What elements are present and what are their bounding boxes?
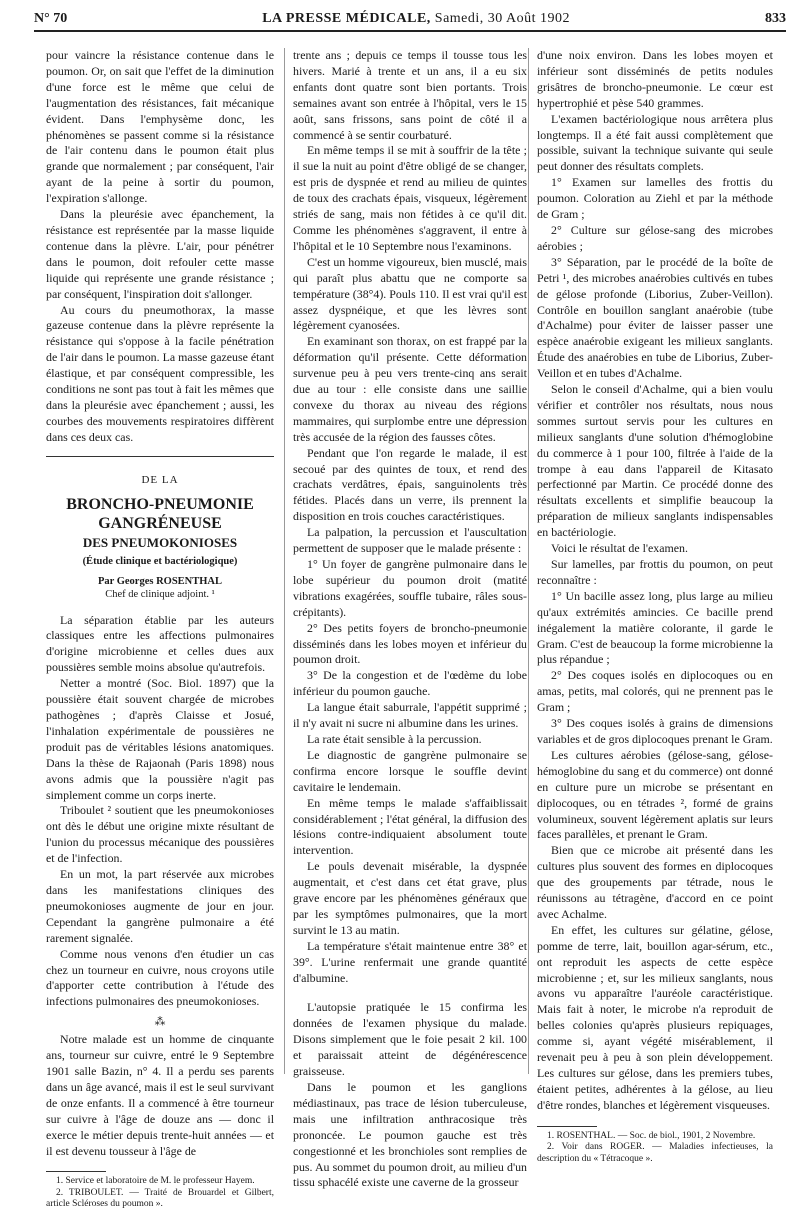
footnote: 2. TRIBOULET. — Traité de Brouardel et Gilbert, article Scléroses du poumon ». xyxy=(46,1187,274,1210)
paragraph: En examinant son thorax, on est frappé par la déformation qu'il présente. Cette déformation survenue peu à peu vers trente-cinq ans serait due au tour : elle consiste dans une saillie convexe du thorax au niveau des régions mammaires, qui surplombe entre une dépression très accusée de la région des fausses côtes. xyxy=(293,334,527,444)
paragraph: En même temps le malade s'affaiblissait considérablement ; l'état général, la diffusion des lésions contre-indiquaient absolument toute intervention. xyxy=(293,795,527,858)
paragraph: La rate était sensible à la percussion. xyxy=(307,731,482,746)
paragraph: Notre malade est un homme de cinquante ans, tourneur sur cuivre, entré le 9 Septembre 1901 salle Bazin, n° 4. Il a perdu ses parents dans un âge avancé, mais il est le seul survivant de onze enfants. Il a commencé à être tourneur sur cuivre à l'âge de douze ans — donc il exerce le métier depuis trente-huit années — et il est devenu tousseur à l'âge de xyxy=(46,1032,274,1158)
footnote-separator xyxy=(537,1126,597,1127)
spacer xyxy=(293,986,527,1000)
paragraph: 3° De la congestion et de l'œdème du lobe inférieur du poumon gauche. xyxy=(293,668,527,699)
paragraph: La palpation, la percussion et l'auscultation permettent de supposer que le malade présente : xyxy=(293,525,527,556)
issue-number: N° 70 xyxy=(34,11,68,26)
journal-name: LA PRESSE MÉDICALE, xyxy=(262,11,431,26)
paragraph: d'une noix environ. Dans les lobes moyen et inférieur sont disséminés de petits nodules grisâtres de broncho-pneumonie. Le cœur est hypertrophié et pèse 540 grammes. xyxy=(537,48,773,110)
article-title: BRONCHO-PNEUMONIE GANGRÉNEUSE xyxy=(66,495,254,532)
paragraph: L'examen bactériologique nous arrêtera plus longtemps. Il a été fait aussi complètement que possible, suivant la technique suivante qui seule peut donner des résultats complets. xyxy=(537,111,773,174)
paragraph: Triboulet ² soutient que les pneumokonioses ont dès le début une origine mixte résultant de l'union du processus mécanique des poussières et de l'infection. xyxy=(46,803,274,866)
paragraph: Bien que ce microbe ait présenté dans les cultures plus souvent des formes en diplocoques que des groupements par tétrade, nous le réunissons au tétragène, d'accord en ce point avec Achalme. xyxy=(537,843,773,921)
author-role: Chef de clinique adjoint. ¹ xyxy=(105,588,215,600)
article-author: Par Georges ROSENTHAL xyxy=(97,575,223,587)
paragraph: Comme nous venons d'en étudier un cas chez un tourneur en cuivre, nous croyons utile d'apporter cette contribution à l'étude des infections pulmonaires des pneumokonioses. xyxy=(46,946,274,1009)
page-number: 833 xyxy=(764,11,786,26)
paragraph: 3° Séparation, par le procédé de la boîte de Petri ¹, des microbes anaérobies cultivés en tubes de gélose profonde (Liborius, Zuber-Veillon). Contrôle en bouillon sanglant anaérobie (tube d'Achalme) pour éviter de laisser passer une espèce anaérobie exigeant les milieux sanglants. Étude des anaérobies en tube de Liborius, Zuber-Veillon et en tubes d'Achalme. xyxy=(537,254,773,381)
paragraph: Dans le poumon et les ganglions médiastinaux, pas trace de lésion tuberculeuse, mais une infiltration anthracosique très prononcée. Le poumon gauche est très congestionné et les bronchioles sont remplies de pus. Au sommet du poumon droit, au milieu d'un tissu sphacélé existe une caverne de la grosseur xyxy=(293,1080,527,1190)
paragraph: Dans la pleurésie avec épanchement, la résistance est représentée par la masse liquide contenue dans la plèvre. L'air, pour pénétrer dans le poumon, doit refouler cette masse liquide qui représente une grande résistance ; par conséquent, l'inspiration doit s'allonger. xyxy=(46,207,274,301)
paragraph: Le pouls devenait misérable, la dyspnée augmentait, et c'est dans cet état grave, plus grave encore par les phénomènes généraux que par les symptômes pulmonaires, que la mort survint le 13 au matin. xyxy=(293,859,527,937)
article-kicker: DE LA xyxy=(141,473,179,486)
paragraph: 2° Des petits foyers de broncho-pneumonie disséminés dans les lobes moyen et inférieur du poumon droit. xyxy=(293,620,527,667)
paragraph: Le diagnostic de gangrène pulmonaire se confirma encore lorsque le souffle devint cavitaire le lendemain. xyxy=(293,747,527,794)
paragraph: 1° Un foyer de gangrène pulmonaire dans le lobe supérieur du poumon droit (matité vibrations exagérées, souffle tubaire, râles sous-crépitants). xyxy=(293,557,527,619)
paragraph: Au cours du pneumothorax, la masse gazeuse contenue dans la plèvre représente la résistance qui s'oppose à la facile pénétration de l'air dans le poumon. La masse gazeuse étant élastique, et par conséquent compressible, les conditions ne sont pas tout à fait les mêmes que dans la pleurésie avec épanchement ; aussi, les courbes des mouvements respiratoires diffèrent dans ces deux cas. xyxy=(46,302,274,444)
paragraph: 3° Des coques isolés à grains de dimensions variables et de gros diplocoques prenant le Gram. xyxy=(537,716,773,746)
paragraph: 2° Des coques isolés en diplocoques ou en amas, petits, mal colorés, qui ne prennent pas le Gram ; xyxy=(537,668,773,715)
paragraph: La séparation établie par les auteurs classiques entre les affections pulmonaires d'origine microbienne et celles dues aux poussières semble moins absolue qu'autrefois. xyxy=(46,612,274,675)
column-2 xyxy=(284,48,527,1190)
paragraph: Selon le conseil d'Achalme, qui a bien voulu vérifier et contrôler nos résultats, nous nous sommes surtout servis pour les cultures en milieux sanglants d'une solution d'hémoglobine du commerce à 1 pour 100, filtrée à l'aide de la trompe à eau dans l'appareil de Kitasato perfectionné par Martin. Ce procédé donne des résultats excellents et simplifie beaucoup la préparation de milieux sanglants indispensables en bactériologie. xyxy=(537,382,773,540)
paragraph: La température s'était maintenue entre 38° et 39°. L'urine renfermait une grande quantité d'albumine. xyxy=(293,938,527,985)
running-title xyxy=(262,11,570,27)
page-header xyxy=(34,8,786,32)
section-asterism: ⁂ xyxy=(154,1016,166,1029)
paragraph: trente ans ; depuis ce temps il tousse tous les hivers. Marié à trente et un ans, il a eu six enfants dont quatre sont bien portants. Trois semaines avant son entrée à l'hôpital, vers le 15 août, sans frissons, sans point de côté il a commencé à se sentir courbaturé. xyxy=(293,48,527,142)
paragraph: L'autopsie pratiquée le 15 confirma les données de l'examen physique du malade. Disons simplement que le foie pesait 2 kil. 100 et paraissait atteint de dégénérescence graisseuse. xyxy=(293,1000,527,1079)
footnote: 1. ROSENTHAL. — Soc. de biol., 1901, 2 Novembre. xyxy=(547,1130,756,1141)
issue-date: Samedi, 30 Août 1902 xyxy=(434,11,571,26)
paragraph: En même temps il se mit à souffrir de la tête ; il sue la nuit au point d'être obligé de se changer, est pris de dyspnée et rend au milieu de quintes de toux des crachats épais, visqueux, légèrement striés de sang, mais non fétides à ce qu'il dit. Comme les phénomènes s'aggravent, il entre à l'hôpital et le 10 Septembre nous l'examinons. xyxy=(293,143,527,253)
paragraph: 1° Un bacille assez long, plus large au milieu qu'aux extrémités amincies. Ce bacille prend inégalement la matière colorante, il garde le Gram. C'est de beaucoup la forme microbienne la plus répandue ; xyxy=(537,588,773,667)
footnote-separator xyxy=(46,1171,106,1172)
column-3 xyxy=(528,48,773,1164)
paragraph: Voici le résultat de l'examen. xyxy=(551,541,688,556)
paragraph: Netter a montré (Soc. Biol. 1897) que la poussière était souvent chargée de microbes pathogènes ; d'après Claisse et Josué, l'inhalation expérimentale de poussières ne produit pas de véritables lésions anatomiques. Dans la thèse de Rajaonah (Paris 1898) nous avons admis que la poussière n'agit pas simplement comme un corps inerte. xyxy=(46,676,274,802)
paragraph: 1° Examen sur lamelles des frottis du poumon. Coloration au Ziehl et par la méthode de Gram ; xyxy=(537,175,773,222)
paragraph: En un mot, la part réservée aux microbes dans les manifestations cliniques des pneumokonioses augmente de jour en jour. Cependant la gangrène pulmonaire a été rarement signalée. xyxy=(46,867,274,945)
footnote: 2. Voir dans ROGER. — Maladies infectieuses, la description du « Tétracoque ». xyxy=(537,1142,773,1164)
article-type: (Étude clinique et bactériologique) xyxy=(82,555,238,567)
paragraph: Pendant que l'on regarde le malade, il est secoué par des quintes de toux, et rend des crachats verdâtres, épais, sanguinolents très fétides. Placés dans un verre, ils prennent la disposition en trois couches caractéristiques. xyxy=(293,445,527,524)
footnote: 1. Service et laboratoire de M. le professeur Hayem. xyxy=(56,1176,255,1187)
section-divider xyxy=(46,456,274,457)
paragraph: C'est un homme vigoureux, bien musclé, mais qui paraît plus abattu que ne comporte sa température (38°4). Pouls 110. Il est vrai qu'il est assez dyspnéique, et que les lèvres sont légèrement cyanosées. xyxy=(293,254,527,333)
article-subtitle: DES PNEUMOKONIOSES xyxy=(82,534,238,550)
paragraph: En effet, les cultures sur gélatine, gélose, pomme de terre, lait, bouillon agar-sérum, etc., ont reproduit les aspects de cette espèce microbienne ; et, sur les milieux sanglants, nous avons vu apparaître l'auréole caractéristique. Mais fait à noter, le microbe n'a reproduit de belles colonies qu'après plusieurs repiquages, comme si, ayant végété misérablement, il revenait peu à peu à son plein développement. Les cultures sur gélose, dans les premiers tubes, étaient petites, adhérentes à la gélose, au lieu d'être rondes, blanches et légèrement visqueuses. xyxy=(537,922,773,1112)
paragraph: La langue était saburrale, l'appétit supprimé ; il n'y avait ni sucre ni albumine dans les urines. xyxy=(293,700,527,731)
column-1 xyxy=(46,48,274,1210)
paragraph: 2° Culture sur gélose-sang des microbes aérobies ; xyxy=(537,222,773,253)
paragraph: Les cultures aérobies (gélose-sang, gélose-hémoglobine du sang et du commerce) ont donné en culture pure un microbe se présentant en diplocoques, ou en tétrades ², formé de grains volumineux, souvent légèrement aplatis sur leurs faces parallèles, et prenant le Gram. xyxy=(537,747,773,842)
paragraph: Sur lamelles, par frottis du poumon, on peut reconnaître : xyxy=(537,557,773,587)
paragraph: pour vaincre la résistance contenue dans le poumon. Or, on sait que l'effet de la diminution d'une force est le même que celui de l'augmentation des résistances, fait mécanique évident. Dans l'emphysème donc, les phénomènes se passent comme si la résistance de l'air contenu dans le poumon était plus grande que normalement ; par conséquent, l'air ayant de la peine à sortir du poumon, l'expiration s'allonge. xyxy=(46,48,274,206)
